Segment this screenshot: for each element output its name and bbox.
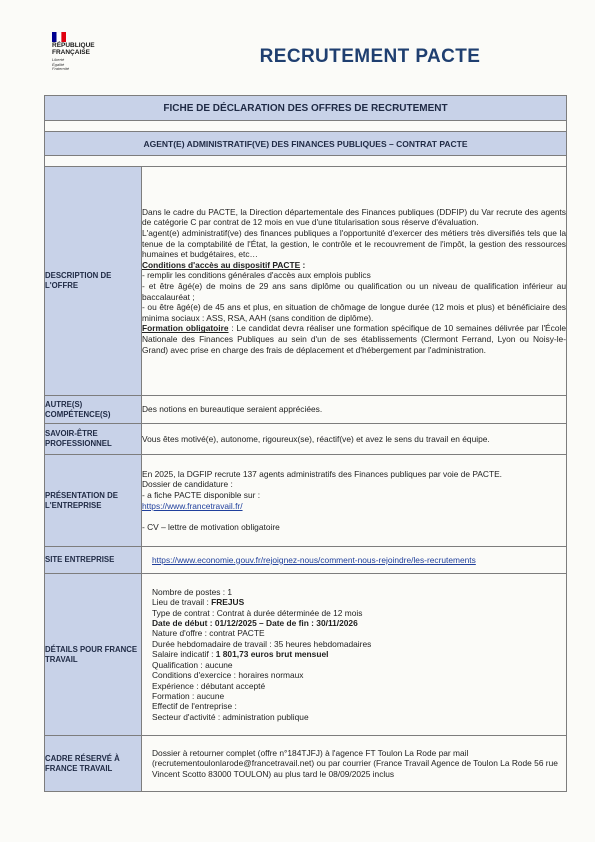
detail-nature: Nature d'offre : contrat PACTE bbox=[152, 628, 265, 639]
page-title: RECRUTEMENT PACTE bbox=[259, 46, 481, 67]
conditions-heading: Conditions d'accès au dispositif PACTE : bbox=[142, 259, 306, 270]
competences-label: AUTRE(S) COMPÉTENCE(S) bbox=[45, 396, 142, 424]
presentation-p2: Dossier de candidature : bbox=[142, 479, 233, 490]
presentation-p1: En 2025, la DGFIP recrute 137 agents administratifs des Finances publiques par voie de PACTE. bbox=[142, 468, 503, 479]
detail-dates: Date de début : 01/12/2025 – Date de fin : 30/11/2026 bbox=[152, 618, 358, 629]
job-title-band: AGENT(E) ADMINISTRATIF(VE) DES FINANCES PUBLIQUES – CONTRAT PACTE bbox=[45, 132, 567, 156]
detail-conditions: Conditions d'exercice : horaires normaux bbox=[152, 670, 304, 681]
description-content bbox=[142, 167, 567, 396]
detail-duree: Durée hebdomadaire de travail : 35 heures hebdomadaires bbox=[152, 638, 372, 649]
detail-contrat: Type de contrat : Contrat à durée déterminée de 12 mois bbox=[152, 607, 363, 618]
logo-line-1: RÉPUBLIQUE bbox=[52, 42, 95, 49]
detail-experience: Expérience : débutant accepté bbox=[152, 680, 266, 691]
detail-postes: Nombre de postes : 1 bbox=[152, 586, 233, 597]
french-flag-icon bbox=[52, 32, 66, 42]
economie-gouv-link[interactable]: https://www.economie.gouv.fr/rejoignez-nous/comment-nous-rejoindre/les-recrutements bbox=[152, 554, 476, 565]
presentation-p4: - CV – lettre de motivation obligatoire bbox=[142, 521, 280, 532]
detail-formation: Formation : aucune bbox=[152, 690, 225, 701]
detail-salaire: Salaire indicatif : 1 801,73 euros brut mensuel bbox=[152, 649, 329, 660]
formation-paragraph: Formation obligatoire : Le candidat devra réaliser une formation spécifique de 10 semaines délivrée par l'École Nationale des Finances Publiques au sein d'un de ses établissements (Clermont Ferrand, Lyon ou Noisy-le-Grand) avec prise en charge des frais de déplacement et d'hébergement par l'administration. bbox=[142, 323, 566, 355]
savoir-etre-content: Vous êtes motivé(e), autonome, rigoureux(se), réactif(ve) et avez le sens du travail en équipe. bbox=[142, 424, 567, 455]
details-label: DÉTAILS POUR FRANCE TRAVAIL bbox=[45, 574, 142, 736]
spacer bbox=[45, 156, 567, 167]
spacer bbox=[45, 121, 567, 132]
recruitment-form-table bbox=[44, 95, 567, 792]
condition-1: - remplir les conditions générales d'accès aux emplois publics bbox=[142, 270, 371, 281]
republique-francaise-logo bbox=[52, 32, 112, 72]
site-label: SITE ENTREPRISE bbox=[45, 547, 142, 574]
presentation-content bbox=[142, 455, 567, 547]
logo-line-2: FRANÇAISE bbox=[52, 49, 90, 56]
savoir-etre-label: SAVOIR-ÊTRE PROFESSIONNEL bbox=[45, 424, 142, 455]
presentation-p3: - a fiche PACTE disponible sur : bbox=[142, 489, 261, 500]
description-p2: L'agent(e) administratif(ve) des finances publiques a l'opportunité d'exercer des métiers très diversifiés tels que la tenue de la comptabilité de l'État, la gestion, le contrôle et le recouvrement de l'impôt, la gestion des ressources humaines et budgétaires, etc… bbox=[142, 228, 566, 260]
details-content bbox=[142, 574, 567, 736]
condition-2: - et être âgé(e) de moins de 29 ans sans diplôme ou qualification ou un niveau de qualification inférieur au baccalauréat ; bbox=[142, 281, 566, 302]
logo-motto: Liberté Égalité Fraternité bbox=[52, 57, 70, 72]
description-label: DESCRIPTION DE L'OFFRE bbox=[45, 167, 142, 396]
description-p1: Dans le cadre du PACTE, la Direction départementale des Finances publiques (DDFIP) du Var recrute des agents de catégorie C par contrat de 12 mois en vue d'une titularisation sous réserve d'évaluation. bbox=[142, 206, 566, 228]
competences-content: Des notions en bureautique seraient appréciées. bbox=[142, 396, 567, 424]
detail-effectif: Effectif de l'entreprise : bbox=[152, 701, 237, 712]
detail-lieu: Lieu de travail : FREJUS bbox=[152, 597, 245, 608]
detail-secteur: Secteur d'activité : administration publique bbox=[152, 711, 309, 722]
francetravail-link[interactable]: https://www.francetravail.fr/ bbox=[142, 500, 243, 511]
condition-3: - ou être âgé(e) de 45 ans et plus, en situation de chômage de longue durée (12 mois et plus) et bénéficiaire des minima sociaux : ASS, RSA, AAH (sans condition de diplôme). bbox=[142, 302, 566, 323]
form-header-band: FICHE DE DÉCLARATION DES OFFRES DE RECRUTEMENT bbox=[45, 96, 567, 121]
cadre-label: CADRE RÉSERVÉ À FRANCE TRAVAIL bbox=[45, 736, 142, 792]
cadre-content: Dossier à retourner complet (offre n°184TJFJ) à l'agence FT Toulon La Rode par mail (recrutementoulonlarode@francetravail.net) ou par courrier (France Travail Agence de Toulon La Rode 56 rue Vincent Scotto 83000 TOULON) au plus tard le 08/09/2025 inclus bbox=[142, 736, 567, 792]
detail-qualification: Qualification : aucune bbox=[152, 659, 233, 670]
site-content bbox=[142, 547, 567, 574]
presentation-label: PRÉSENTATION DE L'ENTREPRISE bbox=[45, 455, 142, 547]
